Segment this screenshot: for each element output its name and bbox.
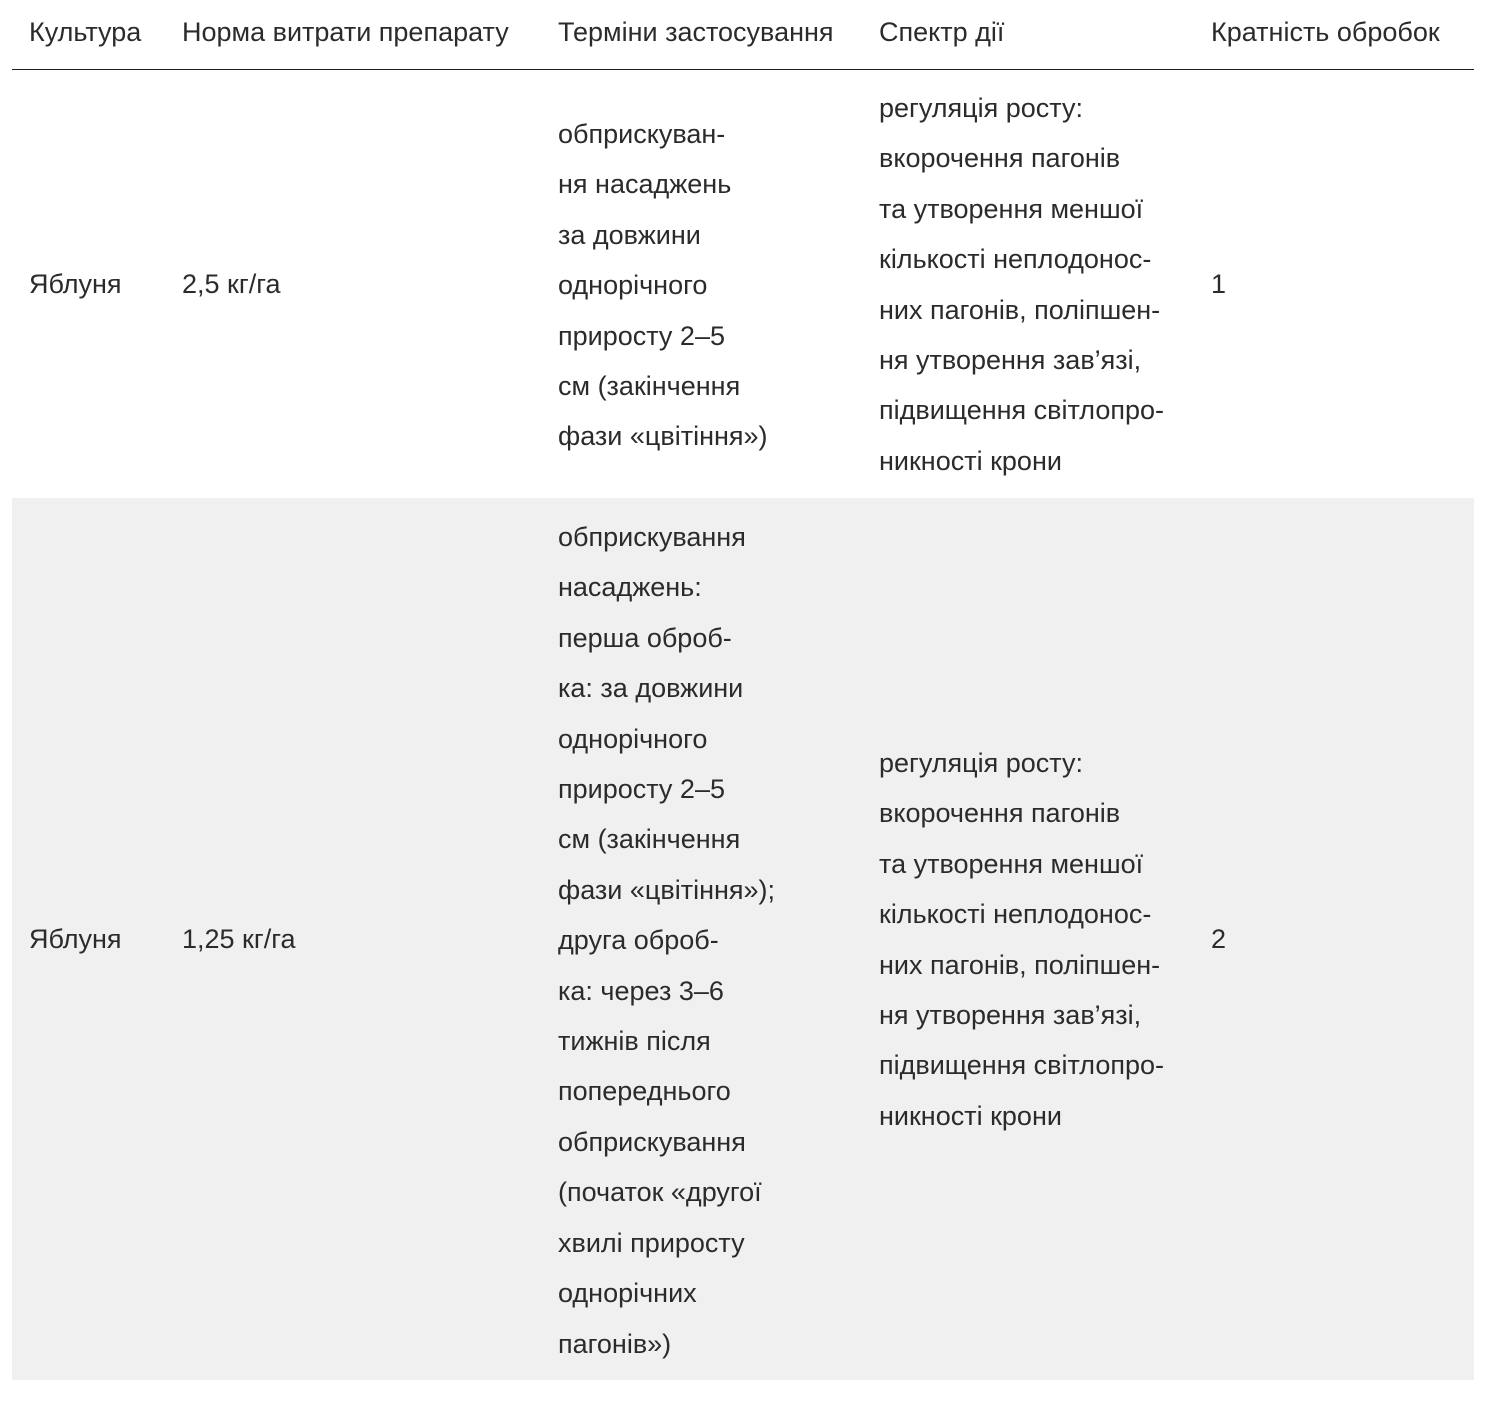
spectrum-line: вкорочення пагонів xyxy=(879,143,1121,174)
spectrum-line: кількості неплодонос- xyxy=(879,244,1152,275)
timing-line: (початок «другої xyxy=(558,1177,762,1208)
spectrum-line: підвищення світлопро- xyxy=(879,1050,1165,1081)
count-cell: 2 xyxy=(1211,924,1227,954)
spectrum-cell xyxy=(879,738,1164,1141)
rate-cell: 2,5 кг/га xyxy=(182,269,281,299)
spectrum-line: кількості неплодонос- xyxy=(879,899,1152,930)
timing-line: см (закінчення xyxy=(558,824,741,855)
timing-line: пагонів») xyxy=(558,1328,672,1359)
table-header xyxy=(12,0,1474,70)
spectrum-line: вкорочення пагонів xyxy=(879,798,1121,829)
header-spectrum: Спектр дії xyxy=(879,17,1005,47)
timing-line: фази «цвітіння»); xyxy=(558,874,776,905)
culture-cell: Яблуня xyxy=(29,269,122,299)
header-rate: Норма витрати препарату xyxy=(182,17,509,47)
rate-cell: 1,25 кг/га xyxy=(182,924,296,954)
application-table xyxy=(12,0,1474,1380)
timing-line: ка: через 3–6 xyxy=(558,975,724,1006)
timing-line: ка: за довжини xyxy=(558,673,744,704)
header-count: Кратність обробок xyxy=(1211,17,1440,47)
timing-line: обприскування xyxy=(558,1126,746,1157)
timing-line: попереднього xyxy=(558,1076,731,1107)
timing-line: обприскування xyxy=(558,522,746,552)
spectrum-line: регуляція росту: xyxy=(879,748,1083,778)
spectrum-line: них пагонів, поліпшен- xyxy=(879,949,1161,980)
timing-line: тижнів після xyxy=(558,1026,711,1057)
timing-line: хвилі приросту xyxy=(558,1227,745,1258)
spectrum-line: них пагонів, поліпшен- xyxy=(879,294,1161,325)
timing-cell xyxy=(558,109,768,462)
timing-line: см (закінчення xyxy=(558,371,741,402)
count-cell: 1 xyxy=(1211,269,1227,299)
spectrum-cell xyxy=(879,83,1164,486)
spectrum-line: та утворення меншої xyxy=(879,193,1144,224)
timing-cell xyxy=(558,512,775,1369)
culture-cell: Яблуня xyxy=(29,924,122,954)
spectrum-line: та утворення меншої xyxy=(879,848,1144,879)
timing-line: ня насаджень xyxy=(558,169,732,200)
spectrum-line: никності крони xyxy=(879,445,1062,476)
spectrum-line: ня утворення зав’язі, xyxy=(879,1000,1142,1031)
header-timing: Терміни застосування xyxy=(558,17,834,47)
spectrum-line: підвищення світлопро- xyxy=(879,395,1165,426)
table-row xyxy=(12,498,1474,1380)
timing-line: фази «цвітіння») xyxy=(558,421,768,452)
spectrum-line: никності крони xyxy=(879,1100,1062,1131)
timing-line: за довжини xyxy=(558,219,701,250)
timing-line: приросту 2–5 xyxy=(558,774,725,805)
spectrum-line: ня утворення зав’язі, xyxy=(879,345,1142,376)
spectrum-line: регуляція росту: xyxy=(879,93,1083,123)
timing-line: однорічного xyxy=(558,270,708,301)
timing-line: перша оброб- xyxy=(558,622,732,653)
table-row xyxy=(12,70,1474,498)
timing-line: приросту 2–5 xyxy=(558,320,725,351)
timing-line: насаджень: xyxy=(558,572,702,603)
timing-line: однорічного xyxy=(558,723,708,754)
header-culture: Культура xyxy=(29,17,142,47)
timing-line: однорічних xyxy=(558,1278,697,1309)
timing-line: друга оброб- xyxy=(558,925,719,956)
timing-line: обприскуван- xyxy=(558,119,726,149)
